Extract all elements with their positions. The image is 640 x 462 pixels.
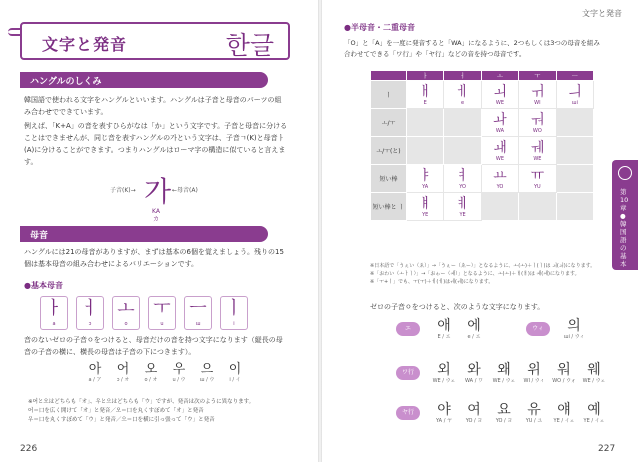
combined-syllable <box>582 362 606 384</box>
cell-roman: WI <box>534 99 541 106</box>
table-cell <box>407 193 444 221</box>
cell-roman: e <box>461 99 465 106</box>
chapter-side-tab <box>612 160 638 270</box>
zero-syllable <box>142 358 160 383</box>
table-cell-empty <box>481 193 518 221</box>
vowel-card <box>220 296 248 330</box>
cell-glyph: ㅠ <box>530 167 545 184</box>
syllable-reading: E / エ <box>437 334 451 340</box>
syllable-glyph: 위 <box>527 362 541 378</box>
syllable-glyph: 애 <box>437 318 451 334</box>
syllable-reading: u / ウ <box>172 377 186 383</box>
ka-romanization <box>148 208 164 224</box>
table-cell-empty <box>444 109 481 137</box>
consonant-label: 子音(K)→ <box>110 187 136 194</box>
table-cell <box>481 109 518 137</box>
syllable-reading: YO / ヨ <box>465 418 483 424</box>
paragraph-diphthongs: 「O」と「A」を一度に発音すると「WA」になるように、2つもしくは3つの母音を組み合わせてできる「ワ行」や「ヤ行」などの音を持つ母音です。 <box>344 39 600 58</box>
section-header-hangul-structure: ハングルのしくみ <box>20 72 268 88</box>
table-row <box>371 81 594 109</box>
cell-roman: YO <box>459 183 466 190</box>
row-pill: ヤ行 <box>396 406 420 420</box>
syllable-reading: YE / イェ <box>583 418 605 424</box>
vowel-card <box>184 296 212 330</box>
cell-glyph: ㅛ <box>493 167 507 184</box>
combined-syllable <box>432 318 456 340</box>
cell-glyph: ㅑ <box>418 167 432 184</box>
syllable-glyph: 요 <box>497 402 511 418</box>
table-header-cell: ㅓ <box>444 71 481 81</box>
row-pill: ワ行 <box>396 366 420 380</box>
syllable-reading: YA / ヤ <box>436 418 452 424</box>
combined-syllable <box>432 362 456 384</box>
cell-roman: E <box>423 99 427 106</box>
row-pill: ウィ <box>526 322 550 336</box>
combined-syllable <box>492 362 516 384</box>
title-box <box>20 22 290 60</box>
cell-glyph: ㅔ <box>455 83 470 100</box>
syllable-glyph: 웨 <box>587 362 601 378</box>
combined-syllable <box>522 402 546 424</box>
title-hangul: 한글 <box>225 31 274 60</box>
cell-glyph: ㅟ <box>530 83 545 100</box>
cell-glyph: ㅙ <box>493 139 507 156</box>
syllable-glyph: 으 <box>200 362 214 377</box>
diphthong-note: ※日本語で「うぇい（ゑ）」→「うぇー（ゑー）」となるように、ㅗ(ㅗ)＋ㅣ(ㅣ)は ㅚ(ㅚ)になります。 ※「おわい（ㅗㅏㅣ）」→「おゎー（ㅙ）」となるように、ㅗ(ㅗ)＋ㅐ(ㅐ)は ㅙ(ㅙ)になります。 ※「ㅜ+ㅣ」でも、ㅜ(ㅜ)＋ㅔ(ㅔ)はㅞ(ㅞ)になります。 <box>370 263 596 285</box>
cell-roman: YO <box>496 183 504 190</box>
combined-syllable <box>462 318 486 340</box>
paragraph-intro: 韓国語で使われる文字をハングルといいます。ハングルは子音と母音のパーツの組み合わせでできています。 <box>24 96 282 116</box>
combined-row <box>396 318 586 340</box>
row-header: ㅗ/ㅜ(と) <box>371 137 407 165</box>
cell-glyph: ㅖ <box>455 195 470 212</box>
zero-consonant-list <box>86 358 244 383</box>
syllable-reading: ɯ / ウ <box>199 377 215 383</box>
ka-roman-latin: KA <box>152 208 160 215</box>
running-head: 文字と発音 <box>582 9 622 18</box>
syllable-glyph: 에 <box>467 318 481 334</box>
cell-glyph: ㅞ <box>530 139 545 156</box>
cell-glyph: ㅚ <box>493 83 507 100</box>
table-cell-empty <box>444 137 481 165</box>
basic-vowel-list <box>40 296 248 330</box>
combined-syllable <box>432 402 456 424</box>
vowel-card <box>40 296 68 330</box>
row-header: 短い棒 <box>371 165 407 193</box>
cell-roman: YE <box>422 211 429 218</box>
syllable-glyph: 어 <box>116 362 130 377</box>
table-header-cell: ㅏ <box>407 71 444 81</box>
syllable-reading: ɔ / オ <box>116 377 130 383</box>
vowel-glyph: ㅣ <box>225 298 243 319</box>
cell-roman: WA <box>495 127 505 134</box>
table-cell <box>519 165 556 193</box>
page-number-right: 227 <box>598 444 616 454</box>
syllable-reading: a / ア <box>88 377 102 383</box>
table-cell <box>444 165 481 193</box>
cell-glyph: ㅐ <box>418 83 432 100</box>
syllable-glyph: 여 <box>467 402 481 418</box>
table-cell <box>519 137 556 165</box>
table-cell-empty <box>556 137 593 165</box>
table-cell <box>481 81 518 109</box>
syllable-glyph: 우 <box>172 362 186 377</box>
syllable-glyph: 아 <box>88 362 102 377</box>
syllable-reading: YO / ヨ <box>495 418 513 424</box>
syllable-reading: o / オ <box>144 377 158 383</box>
cell-glyph: ㅘ <box>493 111 507 128</box>
combined-syllable <box>552 362 576 384</box>
row-header: ㅗ/ㅜ <box>371 109 407 137</box>
combined-syllable <box>582 402 606 424</box>
syllable-glyph: 야 <box>437 402 451 418</box>
section-header-vowels: 母音 <box>20 226 268 242</box>
gutter <box>318 0 322 462</box>
table-cell <box>556 81 593 109</box>
diphthong-table <box>370 70 594 221</box>
cell-roman: WE <box>495 155 505 162</box>
sub-header-basic-vowels: ●基本母音 <box>24 281 63 290</box>
cell-glyph: ㅒ <box>418 195 432 212</box>
cell-glyph: ㅕ <box>455 167 470 184</box>
zero-syllable <box>198 358 216 383</box>
cell-roman: WO <box>532 127 542 134</box>
combined-syllable <box>552 402 576 424</box>
combined-syllable <box>522 362 546 384</box>
syllable-reading: WI / ウィ <box>523 378 545 384</box>
table-header-cell: ㅗ <box>481 71 518 81</box>
table-cell <box>407 165 444 193</box>
table-cell-empty <box>556 193 593 221</box>
syllable-glyph: 의 <box>567 318 581 334</box>
syllable-glyph: 얘 <box>557 402 571 418</box>
ka-roman-kana: カ <box>152 216 159 223</box>
vowel-roman: ɔ <box>88 321 92 327</box>
syllable-reading: WE / ウェ <box>432 378 456 384</box>
vowel-glyph: ㅡ <box>189 298 207 319</box>
syllable-reading: ɯi / ウィ <box>563 334 585 340</box>
vowel-roman: o <box>124 321 128 327</box>
table-header-cell: ㅡ <box>556 71 593 81</box>
pencil-icon <box>618 166 632 180</box>
table-header-cell: ㅜ <box>519 71 556 81</box>
zero-syllable <box>226 358 244 383</box>
syllable-glyph: 오 <box>144 362 158 377</box>
combined-row <box>396 362 606 384</box>
vowel-label: ←母音(A) <box>172 187 198 194</box>
zero-syllable <box>114 358 132 383</box>
side-tab-label: 第10章●韓国語の基本 <box>620 188 629 268</box>
table-header-row <box>371 71 594 81</box>
syllable-reading: YE / イェ <box>553 418 575 424</box>
combined-syllable <box>562 318 586 340</box>
ka-diagram <box>110 170 230 230</box>
row-header: 短い棒と ㅣ <box>371 193 407 221</box>
vowel-roman: a <box>52 321 56 327</box>
vowel-glyph: ㅗ <box>117 298 135 319</box>
cell-roman: ɯi <box>571 99 578 106</box>
table-cell-empty <box>556 165 593 193</box>
table-cell <box>481 137 518 165</box>
vowel-card <box>148 296 176 330</box>
cell-glyph: ㅝ <box>530 111 545 128</box>
combined-syllable <box>492 402 516 424</box>
vowel-glyph: ㅓ <box>81 298 99 319</box>
syllable-glyph: 외 <box>437 362 451 378</box>
paragraph-example: 例えば、「K+A」の音を表すひらがなは「か」という文字です。子音と母音に分けることはできませんが、同じ音を表すハングルの가という文字は、子音ㄱ(K)と母音ㅏ(A)に分けることができます。つまりハングルはローマ字の構造に似ていると言えます。 <box>24 122 288 166</box>
table-cell-empty <box>556 109 593 137</box>
ka-glyph: 가 <box>144 175 172 208</box>
section-header-diphthongs: ●半母音・二重母音 <box>344 23 415 32</box>
cell-roman: YE <box>459 211 466 218</box>
page-number-left: 226 <box>20 444 38 454</box>
vowel-roman: u <box>160 321 164 327</box>
combined-syllable <box>462 362 486 384</box>
vowel-card <box>76 296 104 330</box>
paragraph-zero-consonant-right: ゼロの子音ㅇをつけると、次のような文字になります。 <box>370 303 545 311</box>
combined-syllable <box>462 402 486 424</box>
cell-roman: WE <box>533 155 542 162</box>
syllable-glyph: 예 <box>587 402 601 418</box>
vowel-roman: ɯ <box>195 321 201 327</box>
syllable-reading: WE / ウェ <box>492 378 516 384</box>
syllable-reading: WE / ウェ <box>582 378 606 384</box>
syllable-reading: WA / ワ <box>465 378 483 384</box>
zero-syllable <box>86 358 104 383</box>
paragraph-zero-consonant: 音のないゼロの子音ㅇをつけると、母音だけの音を持つ文字になります（縦長の母音の子音の横に、横長の母音は子音の下につきます）。 <box>24 336 283 356</box>
syllable-glyph: 이 <box>228 362 242 377</box>
table-row <box>371 109 594 137</box>
syllable-reading: YU / ユ <box>525 418 543 424</box>
pronunciation-note: ※어と오はどちらも「オ」、우と으はどちらも「ウ」ですが、発音は次のように異なります。 어＝口を広く開けて「オ」と発音／오＝口を丸くすぼめて「オ」と発音 우＝口を丸くすぼめて「ウ」と発音／으＝口を横に引っ張って「ウ」と発音 <box>28 399 255 423</box>
table-cell-empty <box>407 109 444 137</box>
row-header: ㅣ <box>371 81 407 109</box>
syllable-reading: e / エ <box>467 334 481 340</box>
syllable-glyph: 워 <box>557 362 571 378</box>
syllable-glyph: 왜 <box>497 362 511 378</box>
cell-roman: WE <box>495 99 505 106</box>
cell-glyph: ㅢ <box>568 83 582 100</box>
row-pill: エ <box>396 322 420 336</box>
table-cell <box>444 81 481 109</box>
table-row <box>371 137 594 165</box>
table-row <box>371 165 594 193</box>
table-cell-empty <box>407 137 444 165</box>
syllable-glyph: 유 <box>527 402 541 418</box>
cell-roman: YA <box>422 183 429 190</box>
cell-roman: YU <box>534 183 541 190</box>
paragraph-vowels: ハングルには21の母音がありますが、まずは基本の6個を覚えましょう。残りの15個は基本母音の組み合わせによるバリエーションです。 <box>24 248 284 268</box>
vowel-roman: i <box>233 321 235 327</box>
table-cell-empty <box>519 193 556 221</box>
vowel-glyph: ㅏ <box>45 298 63 319</box>
table-row <box>371 193 594 221</box>
page-title: 文字と発音 <box>42 35 128 54</box>
syllable-reading: WO / ウォ <box>552 378 576 384</box>
table-cell <box>407 81 444 109</box>
table-cell <box>481 165 518 193</box>
table-header-cell <box>371 71 407 81</box>
vowel-glyph: ㅜ <box>153 298 171 319</box>
table-cell <box>519 109 556 137</box>
combined-row <box>396 402 606 424</box>
syllable-glyph: 와 <box>467 362 481 378</box>
zero-syllable <box>170 358 188 383</box>
vowel-card <box>112 296 140 330</box>
table-cell <box>444 193 481 221</box>
table-cell <box>519 81 556 109</box>
syllable-reading: i / イ <box>229 377 241 383</box>
